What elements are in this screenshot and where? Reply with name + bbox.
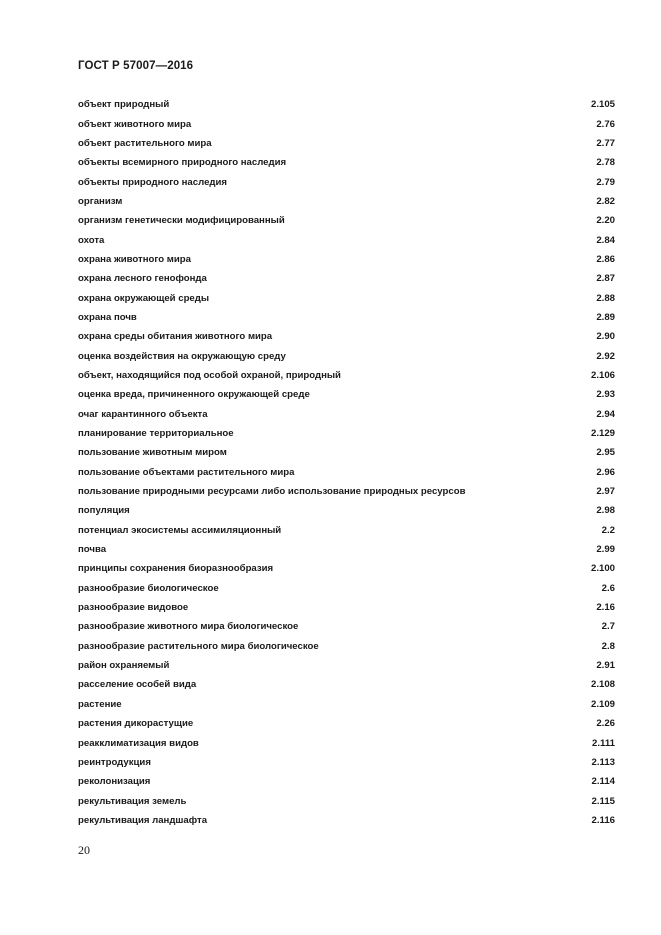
index-entry xyxy=(78,695,615,714)
index-entry xyxy=(78,714,615,733)
index-entry xyxy=(78,675,615,694)
index-term: организм xyxy=(78,195,123,207)
index-entry xyxy=(78,521,615,540)
index-entry xyxy=(78,366,615,385)
index-term: планирование территориальное xyxy=(78,428,234,440)
index-reference: 2.26 xyxy=(596,718,615,730)
index-term: пользование объектами растительного мира xyxy=(78,466,295,478)
index-reference: 2.91 xyxy=(596,660,615,672)
index-reference: 2.111 xyxy=(592,737,615,749)
index-entry xyxy=(78,637,615,656)
index-term: пользование природными ресурсами либо использование природных ресурсов xyxy=(78,486,466,498)
index-reference: 2.97 xyxy=(596,486,615,498)
index-entry xyxy=(78,288,615,307)
index-reference: 2.84 xyxy=(596,234,615,246)
index-reference: 2.108 xyxy=(590,679,615,691)
index-entry xyxy=(78,753,615,772)
index-reference: 2.77 xyxy=(596,137,615,149)
index-entry xyxy=(78,656,615,675)
index-term: пользование животным миром xyxy=(78,447,227,459)
index-term: оценка вреда, причиненного окружающей среде xyxy=(78,389,310,401)
index-reference: 2.88 xyxy=(596,292,615,304)
index-term: оценка воздействия на окружающую среду xyxy=(78,350,286,362)
index-reference: 2.109 xyxy=(590,698,615,710)
index-entry xyxy=(78,153,615,172)
index-reference: 2.100 xyxy=(590,563,615,575)
index-entry xyxy=(78,385,615,404)
index-entry xyxy=(78,579,615,598)
index-reference: 2.92 xyxy=(596,350,615,362)
index-term: разнообразие видовое xyxy=(78,602,189,614)
index-reference: 2.6 xyxy=(601,582,615,594)
index-entry xyxy=(78,617,615,636)
index-term: разнообразие животного мира биологическое xyxy=(78,621,299,633)
index-reference: 2.78 xyxy=(596,157,615,169)
index-reference: 2.87 xyxy=(596,273,615,285)
index-entry xyxy=(78,308,615,327)
index-reference: 2.114 xyxy=(591,776,615,788)
index-reference: 2.82 xyxy=(596,195,615,207)
index-term: растение xyxy=(78,698,122,710)
index-entry xyxy=(78,772,615,791)
index-entry xyxy=(78,733,615,752)
index-reference: 2.20 xyxy=(596,215,615,227)
index-term: почва xyxy=(78,544,107,556)
index-reference: 2.116 xyxy=(591,814,615,826)
index-entry xyxy=(78,540,615,559)
index-term: очаг карантинного объекта xyxy=(78,408,208,420)
index-term: охота xyxy=(78,234,105,246)
index-entry xyxy=(78,443,615,462)
index-entry xyxy=(78,211,615,230)
index-term: расселение особей вида xyxy=(78,679,197,691)
page-number: 20 xyxy=(78,843,90,857)
index-reference: 2.129 xyxy=(590,428,615,440)
index-reference: 2.96 xyxy=(596,466,615,478)
index-term: объект природный xyxy=(78,99,170,111)
index-reference: 2.113 xyxy=(591,756,615,768)
index-entry xyxy=(78,172,615,191)
index-entry xyxy=(78,463,615,482)
index-entry xyxy=(78,501,615,520)
index-term: реакклиматизация видов xyxy=(78,737,199,749)
index-term: реинтродукция xyxy=(78,756,151,768)
index-term: объект растительного мира xyxy=(78,137,212,149)
index-term: потенциал экосистемы ассимиляционный xyxy=(78,524,282,536)
index-list xyxy=(78,95,615,830)
index-term: разнообразие биологическое xyxy=(78,582,219,594)
index-term: реколонизация xyxy=(78,776,151,788)
index-entry xyxy=(78,482,615,501)
index-term: объект животного мира xyxy=(78,118,192,130)
index-reference: 2.105 xyxy=(590,99,615,111)
index-reference: 2.95 xyxy=(596,447,615,459)
index-reference: 2.16 xyxy=(596,602,615,614)
index-entry xyxy=(78,424,615,443)
index-entry xyxy=(78,250,615,269)
index-entry xyxy=(78,346,615,365)
index-reference: 2.115 xyxy=(591,795,615,807)
index-entry xyxy=(78,791,615,810)
index-entry xyxy=(78,114,615,133)
index-reference: 2.8 xyxy=(601,640,615,652)
index-term: рекультивация земель xyxy=(78,795,187,807)
index-reference: 2.99 xyxy=(596,544,615,556)
index-entry xyxy=(78,230,615,249)
index-term: охрана почв xyxy=(78,311,137,323)
index-term: объекты природного наследия xyxy=(78,176,227,188)
index-reference: 2.90 xyxy=(596,331,615,343)
index-entry xyxy=(78,269,615,288)
index-reference: 2.2 xyxy=(601,524,615,536)
index-reference: 2.98 xyxy=(596,505,615,517)
index-term: объект, находящийся под особой охраной, природный xyxy=(78,369,341,381)
index-entry xyxy=(78,95,615,114)
index-term: район охраняемый xyxy=(78,660,170,672)
index-entry xyxy=(78,559,615,578)
index-entry xyxy=(78,192,615,211)
index-reference: 2.76 xyxy=(596,118,615,130)
index-term: растения дикорастущие xyxy=(78,718,194,730)
index-entry xyxy=(78,405,615,424)
index-term: охрана среды обитания животного мира xyxy=(78,331,273,343)
index-entry xyxy=(78,327,615,346)
index-reference: 2.86 xyxy=(596,253,615,265)
index-term: охрана окружающей среды xyxy=(78,292,210,304)
index-term: разнообразие растительного мира биологическое xyxy=(78,640,319,652)
index-reference: 2.79 xyxy=(596,176,615,188)
index-entry xyxy=(78,598,615,617)
index-term: охрана лесного генофонда xyxy=(78,273,207,285)
page-header: ГОСТ Р 57007—2016 xyxy=(78,60,194,72)
index-term: популяция xyxy=(78,505,130,517)
index-entry xyxy=(78,811,615,830)
index-term: охрана животного мира xyxy=(78,253,191,265)
index-term: объекты всемирного природного наследия xyxy=(78,157,287,169)
index-reference: 2.89 xyxy=(596,311,615,323)
index-term: рекультивация ландшафта xyxy=(78,814,208,826)
index-reference: 2.94 xyxy=(596,408,615,420)
index-reference: 2.7 xyxy=(601,621,615,633)
index-term: организм генетически модифицированный xyxy=(78,215,285,227)
index-term: принципы сохранения биоразнообразия xyxy=(78,563,274,575)
index-reference: 2.106 xyxy=(590,369,615,381)
index-entry xyxy=(78,134,615,153)
index-reference: 2.93 xyxy=(596,389,615,401)
